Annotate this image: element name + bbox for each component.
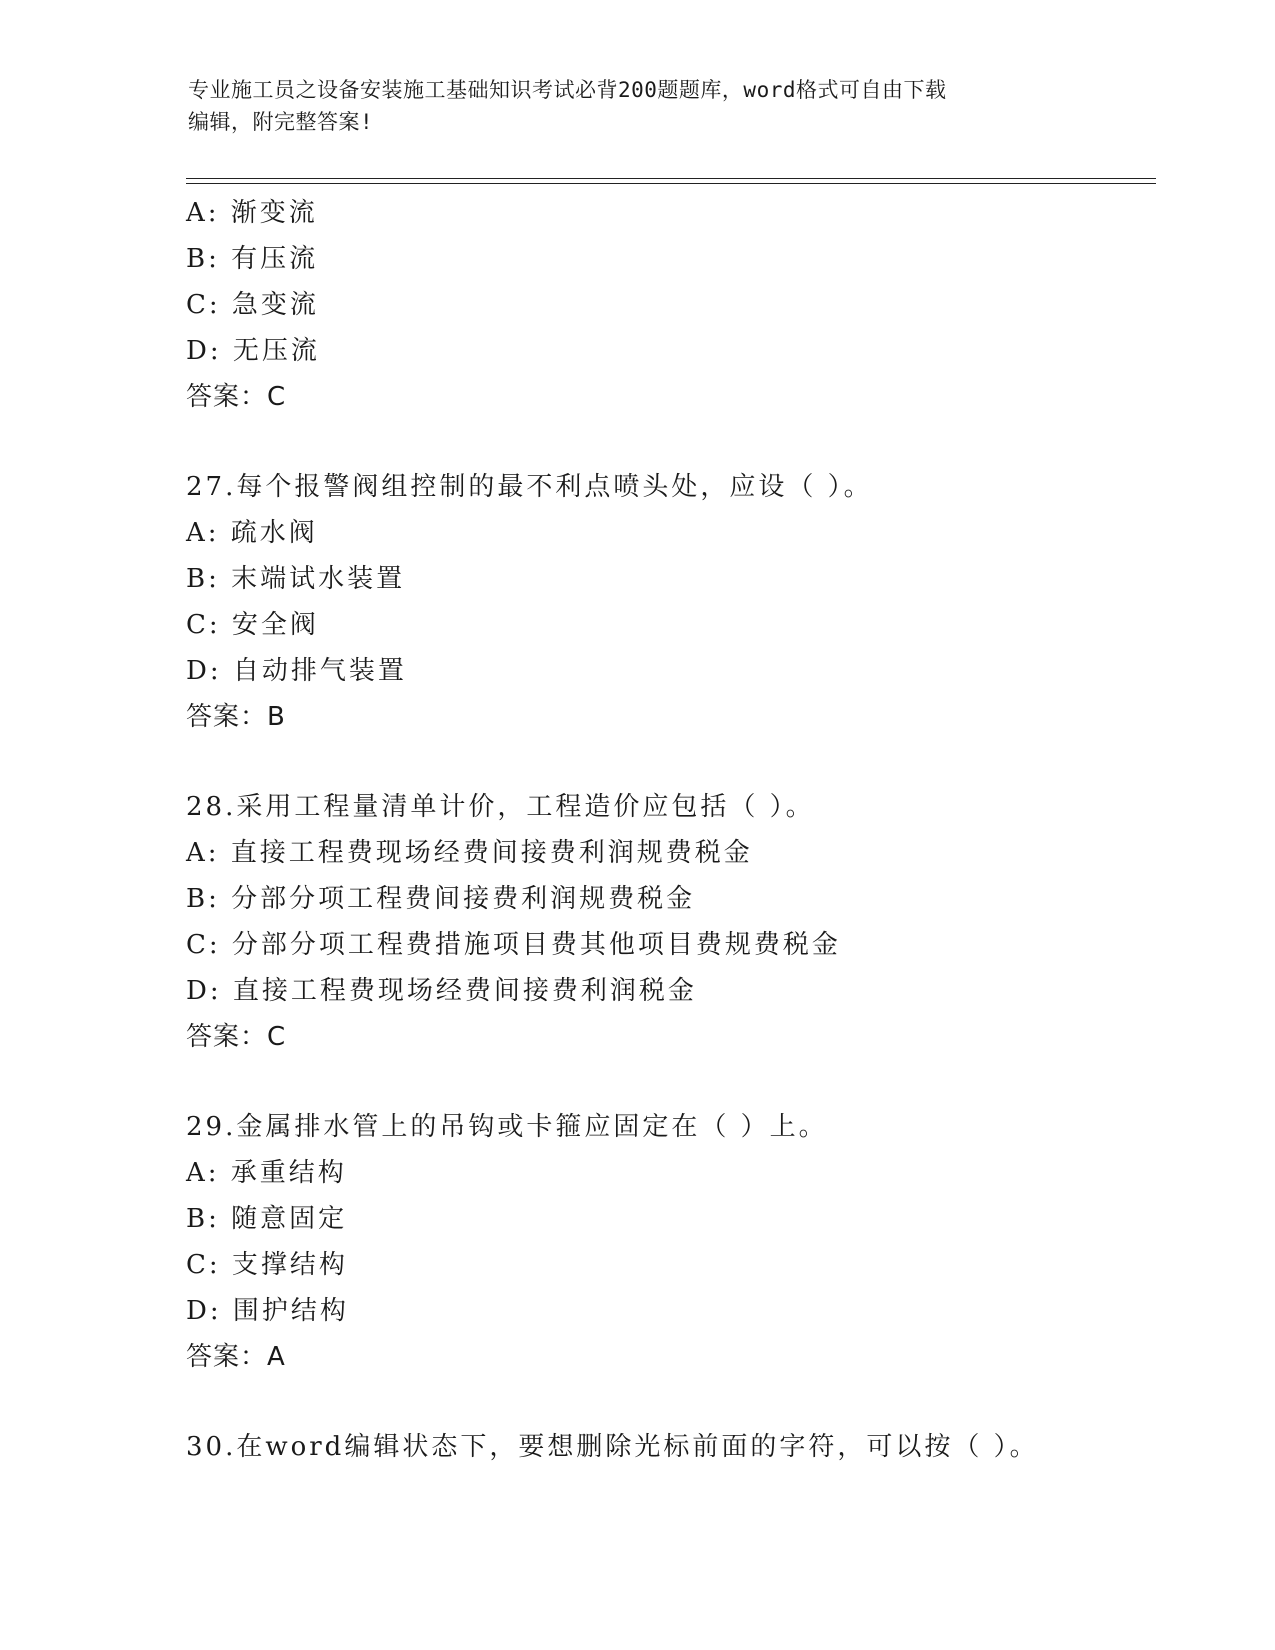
option-a: A: 直接工程费现场经费间接费利润规费税金 xyxy=(186,838,753,868)
answer: 答案：C xyxy=(186,382,287,412)
header-divider-top xyxy=(186,178,1156,179)
header-divider-bottom xyxy=(186,183,1156,184)
option-d: D: 无压流 xyxy=(186,336,320,366)
option-c: C: 支撑结构 xyxy=(186,1250,348,1280)
option-a: A: 渐变流 xyxy=(186,198,318,228)
option-b: B: 有压流 xyxy=(186,244,319,274)
question-list xyxy=(186,190,1166,1470)
option-c: C: 分部分项工程费措施项目费其他项目费规费税金 xyxy=(186,930,841,960)
option-c: C: 安全阀 xyxy=(186,610,319,640)
answer: 答案：A xyxy=(186,1342,286,1372)
option-a: A: 疏水阀 xyxy=(186,518,318,548)
option-d: D: 围护结构 xyxy=(186,1296,349,1326)
option-d: D: 自动排气装置 xyxy=(186,656,407,686)
header-title-line-1: 专业施工员之设备安装施工基础知识考试必背200题题库，word格式可自由下载 xyxy=(188,78,947,102)
option-a: A: 承重结构 xyxy=(186,1158,347,1188)
document-header xyxy=(188,74,1088,138)
header-title-line-2: 编辑，附完整答案! xyxy=(188,110,374,134)
option-d: D: 直接工程费现场经费间接费利润税金 xyxy=(186,976,697,1006)
question-stem: 30.在word编辑状态下，要想删除光标前面的字符，可以按（ ）。 xyxy=(186,1432,1039,1462)
question-stem: 28.采用工程量清单计价，工程造价应包括（ ）。 xyxy=(186,792,815,822)
option-b: B: 随意固定 xyxy=(186,1204,348,1234)
option-b: B: 末端试水装置 xyxy=(186,564,406,594)
option-c: C: 急变流 xyxy=(186,290,319,320)
question-29 xyxy=(186,1104,1166,1380)
answer: 答案：B xyxy=(186,702,286,732)
question-stem: 27.每个报警阀组控制的最不利点喷头处，应设（ ）。 xyxy=(186,472,873,502)
question-27 xyxy=(186,464,1166,740)
answer: 答案：C xyxy=(186,1022,287,1052)
option-b: B: 分部分项工程费间接费利润规费税金 xyxy=(186,884,696,914)
question-26-continued xyxy=(186,190,1166,420)
question-28 xyxy=(186,784,1166,1060)
question-30 xyxy=(186,1424,1166,1470)
question-stem: 29.金属排水管上的吊钩或卡箍应固定在（ ）上。 xyxy=(186,1112,828,1142)
